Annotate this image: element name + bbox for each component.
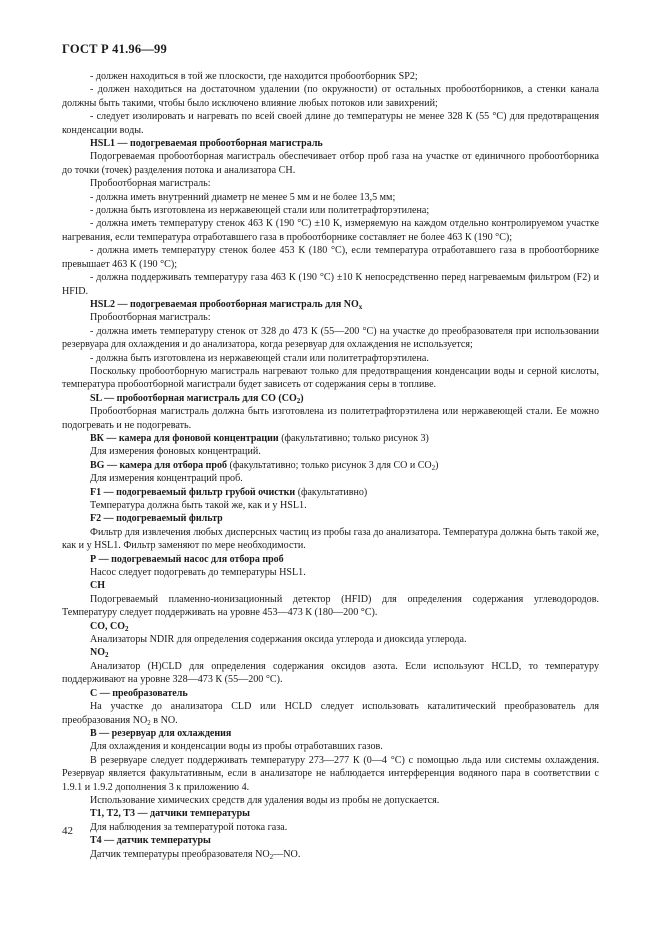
paragraph: Для измерения фоновых концентраций. bbox=[90, 446, 261, 458]
paragraph: Температура должна быть такой же, как и у HSL1. bbox=[90, 500, 307, 511]
section-heading-t123: Т1, Т2, Т3 — датчики температуры bbox=[90, 808, 250, 820]
paragraph-text: На участке до анализатора CLD или HCLD следует использовать каталитический преобразователь для преобразования NO bbox=[62, 701, 599, 726]
paragraph: Пробоотборная магистраль: bbox=[90, 312, 211, 324]
list-item: - должна иметь температуру стенок более 453 К (180 °С), если температура отработавшего газа в пробоотборнике превышает 463 К (190 °С); bbox=[62, 245, 599, 270]
section-heading-sl bbox=[62, 392, 599, 405]
paragraph: Подогреваемый пламенно-ионизационный детектор (HFID) для определения содержания углеводородов. Температуру следует поддерживать на уровне 453—473 К (180—200 °С). bbox=[62, 593, 599, 619]
paragraph: Анализаторы NDIR для определения содержания оксида углерода и диоксида углерода. bbox=[90, 634, 467, 646]
heading-text: SL — пробоотборная магистраль для СО (СО bbox=[90, 392, 297, 404]
subscript: 2 bbox=[431, 463, 436, 472]
paragraph: - должен находиться в той же плоскости, где находится пробоотборник SP2; bbox=[90, 71, 418, 82]
paragraph: - должен находиться на достаточном удалении (по окружности) от остальных пробоотборников, а стенки канала должны быть такими, чтобы было исключено влияние любых потоков или завихрений; bbox=[62, 84, 599, 109]
paragraph: Анализатор (H)CLD для определения содержания оксидов азота. Если используют HCLD, то температуру поддерживают на уровне 328—473 К (55—200 °С). bbox=[62, 660, 599, 686]
subscript: 2 bbox=[269, 852, 274, 861]
list-item: - должна быть изготовлена из нержавеющей стали или политетрафторэтилена; bbox=[90, 205, 430, 217]
section-heading-no2 bbox=[62, 646, 599, 659]
list-item: - должна поддерживать температуру газа 463 К (190 °С) ±10 К непосредственно перед нагреваемым фильтром (F2) и HFID. bbox=[62, 272, 599, 297]
list-item: - должна иметь температуру стенок от 328 до 473 К (55—200 °С) на участке до преобразователя при использовании резервуара для охлаждения и до анализатора, когда резервуар для охлаждения не используется; bbox=[62, 325, 599, 351]
subscript: 2 bbox=[296, 396, 301, 405]
section-heading-b: В — резервуар для охлаждения bbox=[90, 727, 232, 739]
list-item: - должна иметь внутренний диаметр не менее 5 мм и не более 13,5 мм; bbox=[90, 191, 396, 203]
heading-text: СО, СО bbox=[90, 620, 125, 632]
heading-note: (факультативно) bbox=[295, 486, 368, 498]
subscript: 2 bbox=[125, 624, 129, 633]
paragraph: Использование химических средств для удаления воды из пробы не допускается. bbox=[90, 794, 440, 806]
paragraph: - следует изолировать и нагревать по всей своей длине до температуры не менее 328 К (55 °С) для предотвращения конденсации воды. bbox=[62, 111, 599, 136]
section-heading-ch: СН bbox=[90, 580, 105, 592]
paragraph: Для наблюдения за температурой потока газа. bbox=[90, 821, 288, 833]
heading-text: HSL2 — подогреваемая пробоотборная магистраль для NO bbox=[90, 298, 359, 310]
paragraph: Фильтр для извлечения любых дисперсных частиц из пробы газа до анализатора. Температура должна быть такой же, как и у HSL1. Фильтр заменяют по мере необходимости. bbox=[62, 526, 599, 552]
subscript: 2 bbox=[147, 718, 151, 727]
section-heading-f1 bbox=[62, 486, 599, 499]
paragraph: Насос следует подогревать до температуры HSL1. bbox=[90, 567, 306, 579]
heading-note: (факультативно; только рисунок 3) bbox=[278, 432, 429, 444]
list-item: - должна иметь температуру стенок 463 К (190 °С) ±10 К, измеряемую на каждом отдельно контролируемом участке нагревания, если температура отработавшего газа в пробоотборнике составляет не более 463 К (190 °С); bbox=[62, 218, 599, 243]
paragraph-text: —NO. bbox=[273, 848, 301, 860]
paragraph: Для измерения концентраций проб. bbox=[90, 473, 243, 485]
paragraph-text: Датчик температуры преобразователя NO bbox=[90, 848, 270, 860]
section-heading-p: Р — подогреваемый насос для отбора проб bbox=[90, 553, 284, 565]
list-item: - должна быть изготовлена из нержавеющей стали или политетрафторэтилена. bbox=[90, 352, 429, 364]
paragraph: В резервуаре следует поддерживать температуру 273—277 К (0—4 °С) с помощью льда или системы охлаждения. Резервуар является факультативным, если в анализаторе не наблюдается интерференция водяного пара в соответствии с 1.9.1 и 1.9.2 дополнения 3 к приложению 4. bbox=[62, 754, 599, 793]
subscript: 2 bbox=[105, 651, 109, 660]
section-heading-hsl2 bbox=[62, 298, 599, 311]
section-heading-c: С — преобразователь bbox=[90, 687, 188, 699]
heading-text: BG — камера для отбора проб bbox=[90, 459, 227, 471]
heading-note: (факультативно; только рисунок 3 для СО и СО bbox=[226, 459, 432, 471]
paragraph bbox=[62, 700, 599, 727]
section-heading-co bbox=[62, 620, 599, 633]
page-number: 42 bbox=[62, 825, 73, 837]
heading-text: F1 — подогреваемый фильтр грубой очистки bbox=[90, 486, 296, 498]
heading-text: NO bbox=[90, 647, 105, 659]
section-heading-bg bbox=[62, 459, 599, 472]
section-heading-bk bbox=[62, 432, 599, 445]
section-heading-f2: F2 — подогреваемый фильтр bbox=[90, 513, 223, 525]
paragraph: Пробоотборная магистраль должна быть изготовлена из политетрафторэтилена или нержавеющей стали. Ее можно подогревать и не подогревать. bbox=[62, 406, 599, 431]
document-header: ГОСТ Р 41.96—99 bbox=[62, 42, 167, 56]
heading-note: ) bbox=[435, 459, 439, 471]
paragraph: Для охлаждения и конденсации воды из пробы отработавших газов. bbox=[90, 741, 383, 753]
paragraph-text: в NO. bbox=[150, 714, 178, 726]
document-body bbox=[62, 70, 599, 861]
section-heading-t4: Т4 — датчик температуры bbox=[90, 835, 211, 847]
paragraph: Подогреваемая пробоотборная магистраль обеспечивает отбор проб газа на участке от единичного пробоотборника до точки (точек) разделения потока и анализатора СН. bbox=[62, 151, 599, 176]
heading-text: ) bbox=[300, 392, 304, 404]
section-heading-hsl1: HSL1 — подогреваемая пробоотборная магистраль bbox=[90, 138, 323, 150]
paragraph: Пробоотборная магистраль: bbox=[90, 178, 211, 190]
heading-text: ВК — камера для фоновой концентрации bbox=[90, 432, 279, 444]
subscript: x bbox=[358, 302, 363, 311]
paragraph bbox=[62, 848, 599, 861]
paragraph: Поскольку пробоотборную магистраль нагревают только для предотвращения конденсации воды и серной кислоты, температура пробоотборной магистрали будет зависеть от содержания серы в топливе. bbox=[62, 365, 599, 391]
